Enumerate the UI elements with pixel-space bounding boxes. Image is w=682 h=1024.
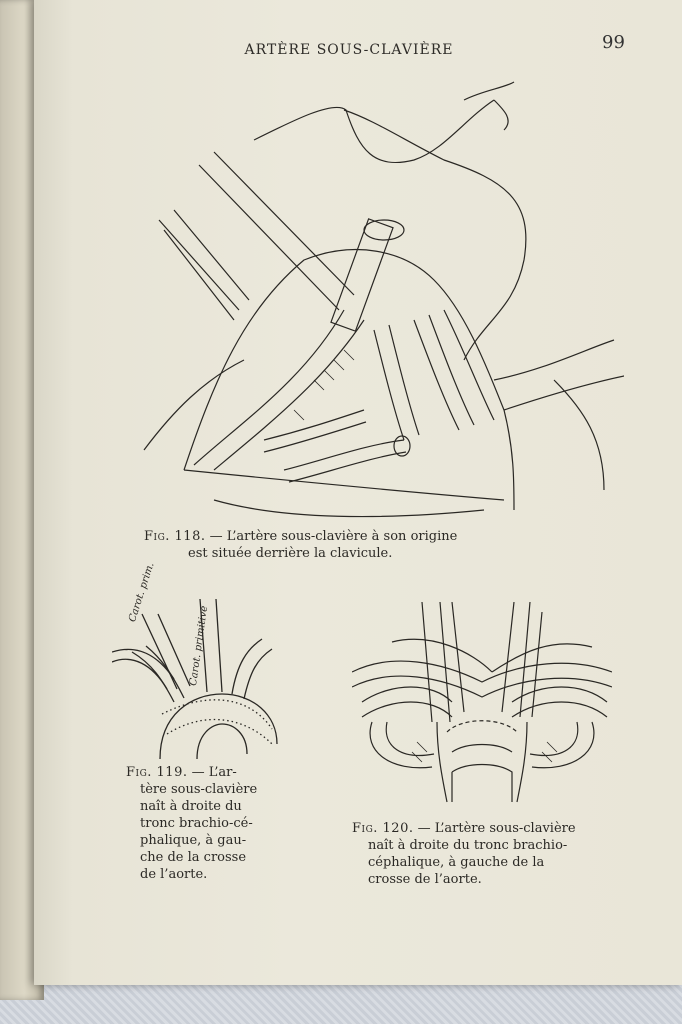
figure-120-caption-line1: — L’artère sous-clavière xyxy=(413,821,576,836)
figure-120-caption-line3: céphalique, à gauche de la xyxy=(368,855,545,870)
figure-119-caption-line6: che de la crosse xyxy=(140,850,247,865)
figure-120-illustration xyxy=(352,602,612,807)
figure-120-caption xyxy=(352,820,624,888)
figure-119-caption-line1: — L’ar- xyxy=(187,765,237,780)
book-page xyxy=(34,0,682,985)
figure-119-ref: Fig. 119. xyxy=(126,765,188,780)
running-head: ARTÈRE SOUS-CLAVIÈRE xyxy=(244,42,454,58)
figure-120-caption-line2: naît à droite du tronc brachio- xyxy=(368,838,568,853)
figure-118-caption-line2: est située derrière la clavicule. xyxy=(188,546,393,561)
figure-119-caption xyxy=(126,764,286,883)
figure-119-caption-line7: de l’aorte. xyxy=(140,867,208,882)
figure-120-caption-line4: crosse de l’aorte. xyxy=(368,872,482,887)
figure-119-caption-line2: tère sous-clavière xyxy=(140,782,258,797)
figure-119-caption-line4: tronc brachio-cé- xyxy=(140,816,253,831)
figure-119-caption-line3: naît à droite du xyxy=(140,799,242,814)
figure-118-caption-line1: — L’artère sous-clavière à son origine xyxy=(205,529,458,544)
figure-118-ref: Fig. 118. xyxy=(144,529,206,544)
page-number: 99 xyxy=(602,32,625,53)
label-carot-primitive: Carot. primitive xyxy=(188,605,211,687)
figure-118-caption xyxy=(144,528,564,562)
label-carot-prim: Carot. prim. xyxy=(127,561,157,624)
figure-118-illustration xyxy=(84,80,624,520)
figure-119-caption-line5: phalique, à gau- xyxy=(140,833,247,848)
figure-120-ref: Fig. 120. xyxy=(352,821,414,836)
